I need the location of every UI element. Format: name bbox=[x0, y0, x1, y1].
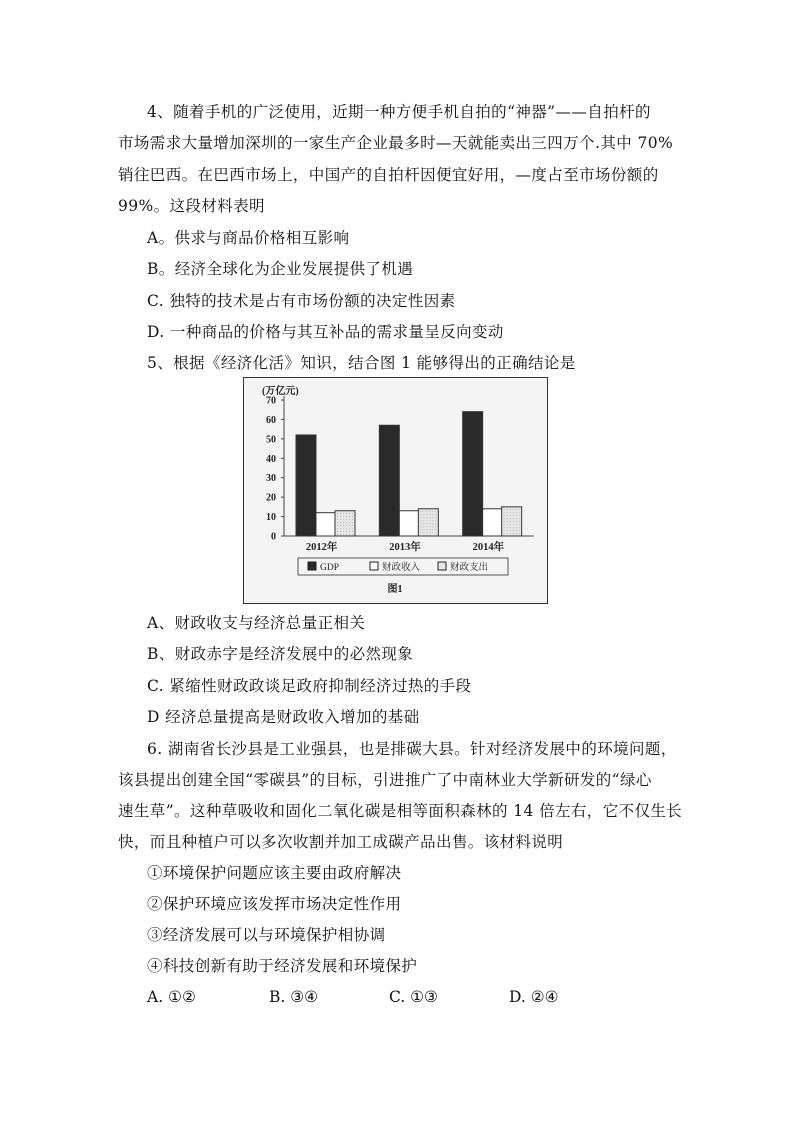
y-tick-label-7: 70 bbox=[266, 395, 276, 407]
x-tick-label-0: 2012年 bbox=[305, 542, 338, 553]
y-tick-label-2: 20 bbox=[266, 492, 276, 504]
q6-option-d: D. ②④ bbox=[509, 988, 559, 1006]
q4-option-a: A。供求与商品价格相互影响 bbox=[147, 229, 350, 247]
q4-line-4: 99%。这段材料表明 bbox=[118, 197, 265, 215]
legend-swatch-0 bbox=[308, 562, 316, 570]
y-tick-label-5: 50 bbox=[266, 434, 276, 446]
q6-line-4: 快，而且种植户可以多次收割并加工成碳产品出售。该材料说明 bbox=[118, 833, 564, 851]
x-tick-label-1: 2013年 bbox=[389, 542, 421, 553]
bar-2-0 bbox=[335, 511, 355, 536]
chart-unit-label: (万亿元) bbox=[262, 386, 299, 397]
q6-option-b: B. ③④ bbox=[269, 988, 319, 1006]
bar-chart bbox=[244, 378, 547, 603]
legend-label-0: GDP bbox=[320, 563, 340, 573]
figure-1-chart bbox=[243, 377, 548, 604]
q6-line-3: 速生草”。这种草吸收和固化二氧化碳是相等面积森林的 14 倍左右，它不仅生长 bbox=[118, 802, 683, 820]
q6-statement-2: ②保护环境应该发挥市场决定性作用 bbox=[147, 895, 402, 913]
bar-1-0 bbox=[316, 513, 336, 536]
bar-1-1 bbox=[399, 511, 419, 536]
chart-caption: 图1 bbox=[387, 584, 403, 595]
bar-1-2 bbox=[483, 509, 503, 536]
q4-line-3: 销往巴西。在巴西市场上，中国产的自拍杆因便宜好用，—度占至市场份额的 bbox=[118, 166, 659, 184]
bar-2-1 bbox=[418, 509, 438, 536]
q6-line-2: 该县提出创建全国“零碳县”的目标，引进推广了中南林业大学新研发的“绿心 bbox=[118, 771, 652, 789]
bar-0-2 bbox=[463, 412, 483, 536]
q5-option-b: B、财政赤字是经济发展中的必然现象 bbox=[147, 645, 414, 663]
q4-option-d: D. 一种商品的价格与其互补品的需求量呈反向变动 bbox=[147, 323, 504, 341]
q6-option-c: C. ①③ bbox=[389, 988, 438, 1006]
y-tick-label-3: 30 bbox=[266, 473, 276, 485]
q6-statement-4: ④科技创新有助于经济发展和环境保护 bbox=[147, 957, 418, 975]
q6-statement-1: ①环境保护问题应该主要由政府解决 bbox=[147, 864, 402, 882]
bar-0-0 bbox=[296, 435, 316, 536]
q5-option-c: C. 紧缩性财政政谈足政府抑制经济过热的手段 bbox=[147, 677, 472, 695]
y-tick-label-4: 40 bbox=[266, 453, 276, 465]
legend-swatch-1 bbox=[370, 562, 378, 570]
y-tick-label-0: 0 bbox=[271, 531, 276, 543]
q4-line-2: 市场需求大量增加深圳的一家生产企业最多时—天就能卖出三四万个.其中 70% bbox=[118, 134, 674, 152]
legend-swatch-2 bbox=[438, 562, 446, 570]
y-tick-label-1: 10 bbox=[266, 512, 276, 524]
q4-option-b: B。经济全球化为企业发展提供了机遇 bbox=[147, 260, 414, 278]
q6-line-1: 6. 湖南省长沙县是工业强县，也是排碳大县。针对经济发展中的环境问题， bbox=[147, 740, 677, 758]
y-tick-label-6: 60 bbox=[266, 414, 276, 426]
bar-2-2 bbox=[502, 507, 522, 536]
legend-label-1: 财政收入 bbox=[382, 563, 421, 573]
x-tick-label-2: 2014年 bbox=[472, 542, 505, 553]
q6-statement-3: ③经济发展可以与环境保护相协调 bbox=[147, 926, 386, 944]
q4-line-1: 4、随着手机的广泛使用，近期一种方便手机自拍的“神器”——自拍杆的 bbox=[147, 103, 651, 121]
q6-option-a: A. ①② bbox=[147, 988, 196, 1006]
bar-0-1 bbox=[379, 425, 399, 536]
q5-stem: 5、根据《经济化活》知识，结合图 1 能够得出的正确结论是 bbox=[147, 354, 576, 372]
q4-option-c: C. 独特的技术是占有市场份额的决定性因素 bbox=[147, 292, 456, 310]
q5-option-a: A、财政收支与经济总量正相关 bbox=[147, 614, 366, 632]
q5-option-d: D 经济总量提高是财政收入增加的基础 bbox=[147, 708, 420, 726]
legend-label-2: 财政支出 bbox=[450, 563, 489, 573]
